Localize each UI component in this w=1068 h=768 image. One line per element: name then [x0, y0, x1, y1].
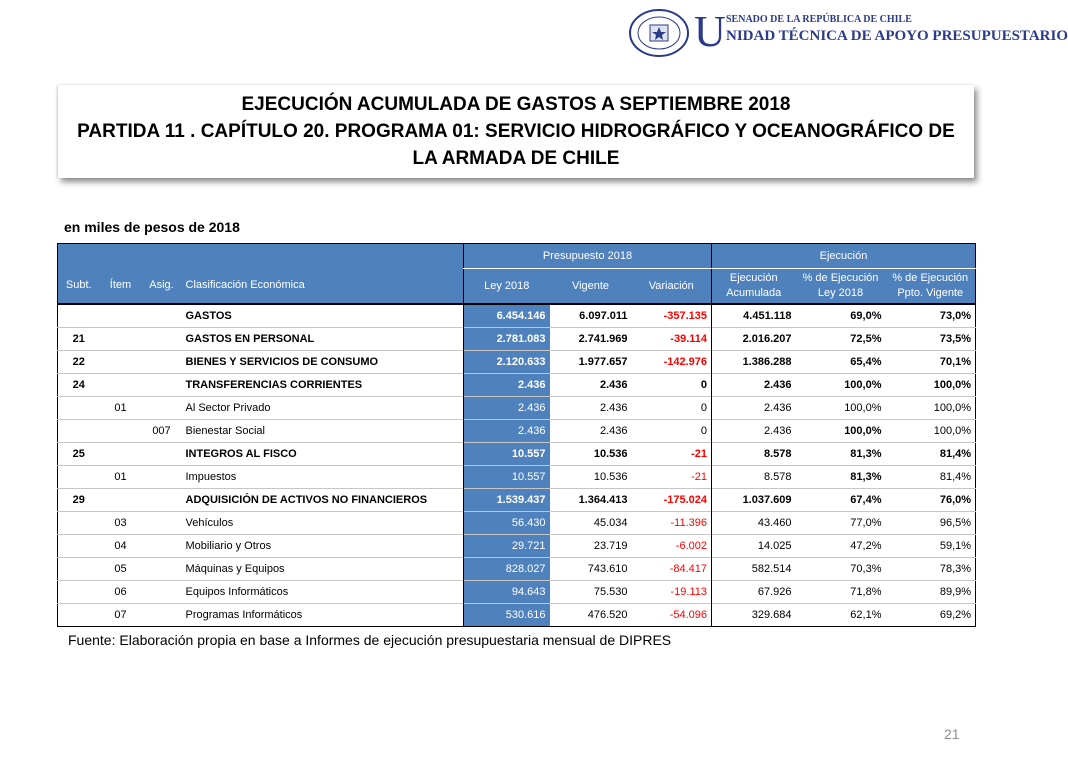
cell-pct-ley: 71,8%: [850, 586, 882, 598]
cell-ley: 56.430: [464, 512, 550, 535]
cell-pct-ley: 67,4%: [850, 494, 882, 506]
col-pct-vigente: % de Ejecución Ppto. Vigente: [886, 269, 976, 305]
cell-item: 01: [114, 402, 127, 414]
title-line2: PARTIDA 11 . CAPÍTULO 20. PROGRAMA 01: SERVICIO HIDROGRÁFICO Y OCEANOGRÁFICO DE: [77, 121, 955, 142]
cell-subt: 24: [72, 379, 85, 391]
cell-variacion: -54.096: [669, 609, 707, 621]
cell-pct-ley: 65,4%: [850, 356, 882, 368]
cell-subt: 22: [72, 356, 85, 368]
cell-vigente: 476.520: [587, 609, 628, 621]
cell-item: [100, 374, 142, 397]
cell-item: 06: [114, 586, 127, 598]
cell-name: INTEGROS AL FISCO: [185, 448, 297, 460]
header-blank: [58, 244, 464, 269]
table-row: [58, 558, 976, 581]
cell-name: Vehículos: [185, 517, 234, 529]
cell-pct-ley: 69,0%: [850, 310, 882, 322]
cell-pct-vig: 73,0%: [939, 310, 972, 322]
col-item: Ítem: [100, 269, 142, 305]
senate-logo: [628, 7, 1068, 58]
table-row: [58, 604, 976, 627]
cell-ejecucion: 2.436: [712, 397, 796, 420]
cell-subt: 25: [72, 448, 85, 460]
cell-ejecucion: 2.436: [712, 420, 796, 443]
cell-subt: [58, 535, 100, 558]
cell-name: Mobiliario y Otros: [185, 540, 272, 552]
cell-subt: [58, 558, 100, 581]
table-row: [58, 489, 976, 512]
cell-ley: 2.436: [464, 374, 550, 397]
cell-pct-vig: 100,0%: [933, 379, 972, 391]
cell-ejecucion: 67.926: [712, 581, 796, 604]
cell-pct-vig: 81,4%: [939, 471, 972, 483]
cell-item: [100, 489, 142, 512]
cell-name: GASTOS EN PERSONAL: [185, 333, 315, 345]
cell-vigente: 1.364.413: [578, 494, 628, 506]
cell-ejecucion: 2.436: [712, 374, 796, 397]
cell-pct-ley: 70,3%: [850, 563, 882, 575]
table-row: [58, 443, 976, 466]
cell-pct-vig: 69,2%: [939, 609, 972, 621]
cell-asig: [142, 351, 182, 374]
cell-pct-ley: 62,1%: [850, 609, 882, 621]
cell-pct-ley: 100,0%: [844, 425, 882, 437]
table-row: [58, 512, 976, 535]
cell-ley: 828.027: [464, 558, 550, 581]
cell-asig: [142, 604, 182, 627]
senate-seal-icon: [628, 8, 690, 58]
cell-name: Programas Informáticos: [185, 609, 303, 621]
cell-ley: 2.781.083: [464, 328, 550, 351]
cell-pct-vig: 59,1%: [939, 540, 972, 552]
cell-ejecucion: 329.684: [712, 604, 796, 627]
logo-line1: SENADO DE LA REPÚBLICA DE CHILE: [726, 14, 912, 25]
cell-vigente: 45.034: [593, 517, 628, 529]
cell-subt: [58, 397, 100, 420]
cell-vigente: 2.436: [599, 402, 628, 414]
cell-asig: [142, 304, 182, 328]
cell-name: GASTOS: [185, 310, 232, 322]
cell-pct-ley: 77,0%: [850, 517, 882, 529]
cell-variacion: -19.113: [670, 586, 707, 598]
cell-pct-vig: 76,0%: [939, 494, 972, 506]
cell-ejecucion: 8.578: [712, 443, 796, 466]
table-row: [58, 581, 976, 604]
logo-initial: U: [694, 7, 726, 56]
cell-pct-vig: 73,5%: [939, 333, 972, 345]
source-footnote: Fuente: Elaboración propia en base a Informes de ejecución presupuestaria mensual de DIPRES: [68, 632, 672, 648]
cell-subt: [58, 466, 100, 489]
col-ejecucion: Ejecución Acumulada: [712, 269, 796, 305]
cell-ejecucion: 8.578: [712, 466, 796, 489]
cell-subt: [58, 304, 100, 328]
table-row: [58, 420, 976, 443]
cell-asig: [142, 466, 182, 489]
table-row: [58, 466, 976, 489]
cell-name: ADQUISICIÓN DE ACTIVOS NO FINANCIEROS: [185, 494, 428, 506]
cell-item: [100, 443, 142, 466]
cell-variacion: -11.396: [670, 517, 707, 529]
cell-asig: [142, 535, 182, 558]
cell-subt: 29: [72, 494, 85, 506]
cell-vigente: 6.097.011: [579, 310, 628, 322]
cell-pct-ley: 100,0%: [844, 379, 882, 391]
cell-ley: 2.436: [464, 420, 550, 443]
units-subtitle: en miles de pesos de 2018: [64, 219, 240, 235]
cell-ley: 6.454.146: [464, 304, 550, 328]
cell-vigente: 743.610: [587, 563, 628, 575]
cell-pct-vig: 89,9%: [939, 586, 972, 598]
cell-variacion: -39.114: [670, 333, 707, 345]
cell-variacion: -6.002: [675, 540, 707, 552]
cell-item: [100, 304, 142, 328]
cell-asig: [142, 328, 182, 351]
table-body: [58, 304, 976, 627]
cell-variacion: -21: [691, 448, 707, 460]
cell-subt: [58, 512, 100, 535]
cell-variacion: -357.135: [663, 310, 707, 322]
cell-variacion: 0: [700, 425, 707, 437]
cell-ejecucion: 2.016.207: [712, 328, 796, 351]
cell-pct-ley: 81,3%: [850, 448, 882, 460]
cell-ejecucion: 582.514: [712, 558, 796, 581]
cell-asig: [142, 581, 182, 604]
col-vigente: Vigente: [550, 269, 632, 305]
cell-variacion: 0: [700, 402, 707, 414]
cell-asig: [142, 397, 182, 420]
cell-ley: 2.120.633: [464, 351, 550, 374]
col-asig: Asig.: [142, 269, 182, 305]
header-presupuesto: Presupuesto 2018: [464, 244, 712, 269]
cell-vigente: 10.536: [593, 448, 628, 460]
cell-name: BIENES Y SERVICIOS DE CONSUMO: [185, 356, 379, 368]
cell-ejecucion: 4.451.118: [712, 304, 796, 328]
table-row: [58, 328, 976, 351]
table-row: [58, 535, 976, 558]
cell-variacion: -175.024: [663, 494, 707, 506]
cell-subt: [58, 420, 100, 443]
col-pct-ley: % de Ejecución Ley 2018: [796, 269, 886, 305]
cell-vigente: 2.436: [599, 379, 628, 391]
cell-ley: 10.557: [464, 466, 550, 489]
cell-pct-vig: 100,0%: [933, 402, 972, 414]
table-row: [58, 351, 976, 374]
table-row: [58, 304, 976, 328]
cell-subt: [58, 581, 100, 604]
cell-ley: 29.721: [464, 535, 550, 558]
table-row: [58, 374, 976, 397]
title-line1: EJECUCIÓN ACUMULADA DE GASTOS A SEPTIEMBRE 2018: [241, 94, 791, 115]
cell-item: 03: [114, 517, 127, 529]
cell-ley: 2.436: [464, 397, 550, 420]
cell-pct-vig: 100,0%: [933, 425, 972, 437]
cell-pct-ley: 100,0%: [844, 402, 882, 414]
cell-ley: 1.539.437: [464, 489, 550, 512]
budget-table: [57, 243, 976, 627]
table-row: [58, 397, 976, 420]
cell-item: [100, 328, 142, 351]
cell-vigente: 23.719: [593, 540, 628, 552]
cell-asig: [142, 512, 182, 535]
title-line3: LA ARMADA DE CHILE: [412, 148, 620, 169]
col-variacion: Variación: [632, 269, 712, 305]
cell-ejecucion: 14.025: [712, 535, 796, 558]
cell-name: TRANSFERENCIAS CORRIENTES: [185, 379, 363, 391]
cell-vigente: 1.977.657: [578, 356, 628, 368]
cell-pct-vig: 96,5%: [939, 517, 972, 529]
cell-vigente: 2.741.969: [578, 333, 628, 345]
cell-vigente: 10.536: [593, 471, 628, 483]
cell-name: Al Sector Privado: [185, 402, 271, 414]
cell-name: Equipos Informáticos: [185, 586, 289, 598]
cell-item: 04: [114, 540, 127, 552]
cell-pct-vig: 78,3%: [939, 563, 972, 575]
cell-variacion: -142.976: [663, 356, 707, 368]
cell-asig: [142, 443, 182, 466]
cell-ley: 530.616: [464, 604, 550, 627]
cell-variacion: -21: [691, 471, 707, 483]
cell-ley: 94.643: [464, 581, 550, 604]
cell-item: 01: [114, 471, 127, 483]
page-number: 21: [944, 726, 960, 742]
col-subt: Subt.: [58, 269, 100, 305]
cell-pct-vig: 70,1%: [939, 356, 972, 368]
cell-ejecucion: 1.386.288: [712, 351, 796, 374]
logo-line2: NIDAD TÉCNICA DE APOYO PRESUPUESTARIO: [726, 28, 1068, 44]
title-box: [58, 85, 974, 178]
cell-asig: 007: [152, 425, 171, 437]
cell-item: 05: [114, 563, 127, 575]
cell-item: [100, 351, 142, 374]
cell-pct-ley: 47,2%: [850, 540, 882, 552]
cell-subt: [58, 604, 100, 627]
cell-pct-ley: 72,5%: [850, 333, 882, 345]
cell-pct-ley: 81,3%: [850, 471, 882, 483]
cell-asig: [142, 558, 182, 581]
cell-item: 07: [114, 609, 127, 621]
col-clasificacion: Clasificación Económica: [182, 269, 464, 305]
cell-variacion: 0: [700, 379, 707, 391]
cell-ejecucion: 43.460: [712, 512, 796, 535]
cell-vigente: 2.436: [599, 425, 628, 437]
cell-variacion: -84.417: [669, 563, 707, 575]
cell-name: Impuestos: [185, 471, 237, 483]
cell-name: Bienestar Social: [185, 425, 265, 437]
cell-vigente: 75.530: [593, 586, 628, 598]
cell-subt: 21: [72, 333, 85, 345]
col-ley: Ley 2018: [464, 269, 550, 305]
cell-asig: [142, 489, 182, 512]
cell-item: [100, 420, 142, 443]
cell-pct-vig: 81,4%: [939, 448, 972, 460]
cell-asig: [142, 374, 182, 397]
cell-ley: 10.557: [464, 443, 550, 466]
header-ejecucion: Ejecución: [712, 244, 976, 269]
cell-ejecucion: 1.037.609: [712, 489, 796, 512]
cell-name: Máquinas y Equipos: [185, 563, 285, 575]
